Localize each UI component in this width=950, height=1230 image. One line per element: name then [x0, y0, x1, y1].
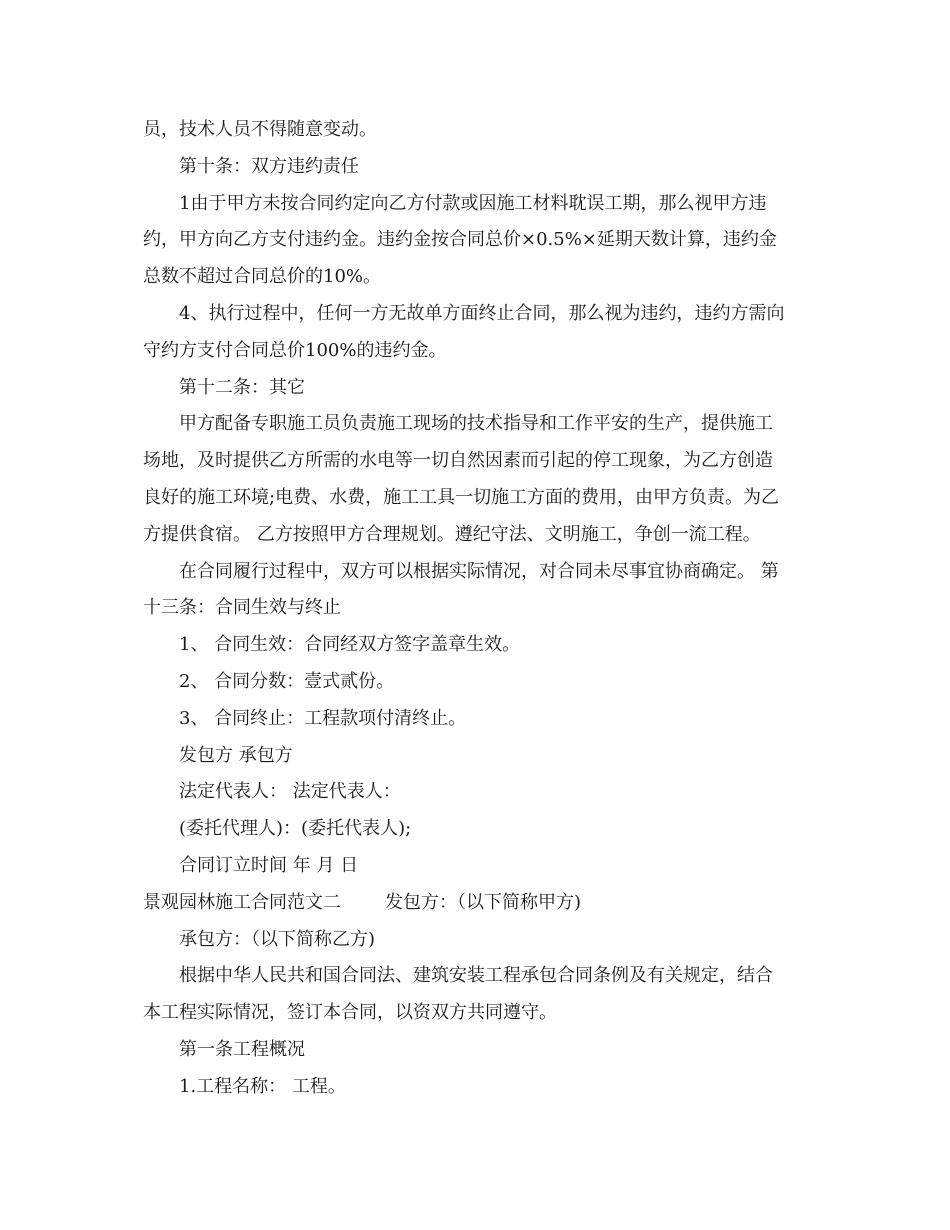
- paragraph-line: 场地，及时提供乙方所需的水电等一切自然因素而引起的停工现象，为乙方创造: [143, 450, 773, 472]
- paragraph-line: 守约方支付合同总价100%的违约金。: [143, 339, 447, 361]
- paragraph-line: 方提供食宿。 乙方按照甲方合理规划。遵纪守法、文明施工，争创一流工程。: [143, 523, 761, 545]
- signature-parties: 发包方 承包方: [179, 744, 293, 766]
- paragraph-line: 良好的施工环境;电费、水费，施工工具一切施工方面的费用，由甲方负责。为乙: [143, 486, 780, 508]
- paragraph-line: 约，甲方向乙方支付违约金。违约金按合同总价×0.5%×延期天数计算，违约金: [143, 229, 777, 251]
- paragraph-line: 在合同履行过程中，双方可以根据实际情况，对合同未尽事宜协商确定。 第: [179, 560, 779, 582]
- paragraph-line: 本工程实际情况，签订本合同，以资双方共同遵守。: [143, 1002, 557, 1024]
- paragraph-line: 甲方配备专职施工员负责施工现场的技术指导和工作平安的生产，提供施工: [179, 413, 773, 435]
- list-item: 2、 合同分数：壹式贰份。: [179, 670, 395, 692]
- document-title: 景观园林施工合同范文二: [143, 891, 341, 913]
- paragraph-line: 十三条：合同生效与终止: [143, 597, 341, 619]
- list-item: 3、 合同终止：工程款项付清终止。: [179, 707, 467, 729]
- signature-representatives: 法定代表人： 法定代表人：: [179, 781, 401, 803]
- list-item: 1、 合同生效：合同经双方签字盖章生效。: [179, 634, 521, 656]
- document-title-line: [143, 885, 811, 922]
- list-item: 1.工程名称： 工程。: [179, 1075, 346, 1097]
- paragraph-line: 1由于甲方未按合同约定向乙方付款或因施工材料耽误工期，那么视甲方违: [179, 192, 767, 214]
- paragraph-line: 根据中华人民共和国合同法、建筑安装工程承包合同条例及有关规定，结合: [179, 965, 773, 987]
- section-heading: 第十条：双方违约责任: [179, 155, 359, 177]
- section-heading: 第一条工程概况: [179, 1038, 305, 1060]
- client-party: 发包方：（以下简称甲方): [385, 891, 582, 913]
- section-heading: 第十二条：其它: [179, 376, 305, 398]
- signature-agents: (委托代理人)：(委托代表人);: [179, 818, 412, 840]
- paragraph-line: 员，技术人员不得随意变动。: [143, 119, 377, 140]
- paragraph-line: 总数不超过合同总价的10%。: [143, 266, 382, 288]
- paragraph-line: 4、执行过程中，任何一方无故单方面终止合同，那么视为违约，违约方需向: [179, 302, 785, 324]
- contractor-party: 承包方：（以下简称乙方): [179, 928, 376, 950]
- signature-date: 合同订立时间 年 月 日: [179, 854, 359, 876]
- document-body: [143, 112, 811, 1106]
